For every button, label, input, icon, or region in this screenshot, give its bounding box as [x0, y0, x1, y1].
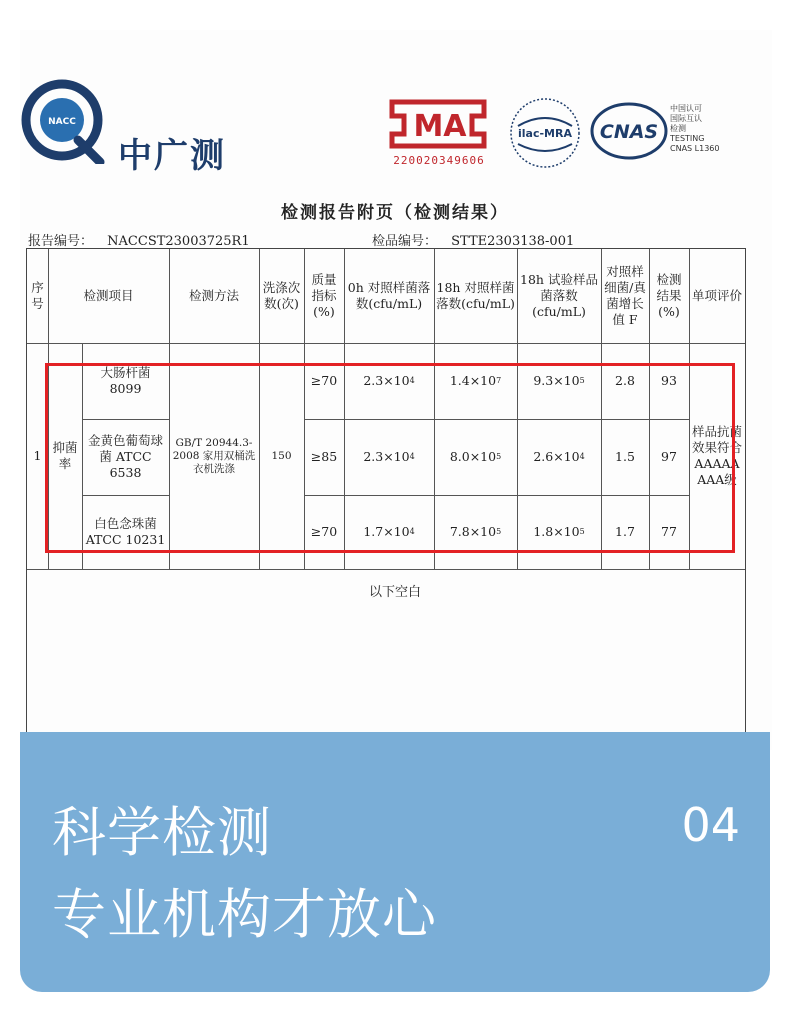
header-quality: 质量指标(%) [311, 272, 337, 319]
growth-value: 1.7 [615, 524, 635, 539]
growth-value: 1.5 [615, 449, 635, 464]
banner-number: 04 [681, 798, 740, 852]
h0-count: 2.3×10 4 [363, 449, 415, 464]
c18-count: 1.4×10 7 [449, 373, 502, 388]
s18-count: 2.6×10 4 [533, 449, 585, 464]
cnas-text: CNAS [599, 121, 659, 143]
sample-number-value: STTE2303138-001 [451, 234, 575, 249]
cnas-info-line: 中国认可 [670, 104, 702, 113]
report-number-value: NACCST23003725R1 [107, 234, 250, 249]
cnas-info-line: CNAS L1360 [670, 144, 720, 153]
header-washes: 洗涤次数(次) [262, 280, 301, 311]
item-group: 抑菌率 [52, 440, 78, 471]
organism: 白色念珠菌 ATCC 10231 [85, 516, 166, 547]
nacc-logo-icon [20, 78, 106, 164]
header-method: 检测方法 [188, 288, 239, 303]
report-number [28, 230, 250, 249]
header-rating: 单项评价 [691, 288, 742, 303]
cnas-info-line: TESTING [670, 134, 705, 143]
result-value: 93 [661, 373, 677, 388]
s18-count: 9.3×10 5 [533, 373, 585, 388]
nacc-logo-text: NACC [48, 117, 76, 127]
cnas-info [670, 104, 719, 154]
header-result: 检测结果(%) [656, 272, 682, 319]
organism: 金黄色葡萄球菌 ATCC 6538 [87, 433, 163, 480]
banner-subheadline: 专业机构才放心 [52, 883, 437, 946]
header-0h-control: 0h 对照样菌落数(cfu/mL) [347, 280, 431, 311]
cnas-info-line: 国际互认 [670, 114, 702, 123]
sample-number-label: 检品编号： [372, 234, 438, 249]
result-value: 97 [661, 449, 677, 464]
banner-headline: 科学检测 [52, 801, 272, 864]
highlight-box [45, 363, 735, 553]
cnas-logo-icon [590, 102, 668, 160]
header-18h-sample: 18h 试验样品菌落数(cfu/mL) [520, 272, 598, 319]
c18-count: 7.8×10 5 [449, 524, 502, 539]
ilac-mra-logo-icon [508, 96, 582, 170]
growth-value: 2.8 [615, 373, 635, 388]
c18-count: 8.0×10 5 [449, 449, 502, 464]
promo-banner [20, 732, 770, 992]
h0-count: 2.3×10 4 [363, 373, 415, 388]
sample-number [372, 230, 574, 249]
cma-text: MA [413, 109, 467, 144]
wash-count: 150 [271, 449, 292, 462]
header-18h-control: 18h 对照样菌落数(cfu/mL) [436, 280, 515, 311]
cnas-info-line: 检测 [670, 124, 686, 133]
document-title: 检测报告附页（检测结果） [281, 203, 509, 223]
h0-count: 1.7×10 4 [363, 524, 415, 539]
header-seq: 序号 [31, 280, 44, 311]
brand-name: 中广测 [118, 136, 226, 176]
quality-index: ≥70 [310, 373, 338, 388]
rating: 样品抗菌效果符合AAAAAAAA级 [691, 424, 742, 487]
cma-logo-icon [388, 98, 488, 150]
cma-number: 220020349606 [393, 154, 485, 167]
organism: 大肠杆菌 8099 [100, 365, 151, 396]
ilac-text: ilac-MRA [518, 127, 572, 140]
header-item: 检测项目 [83, 288, 134, 303]
blank-note: 以下空白 [368, 585, 421, 600]
header-growth: 对照样细菌/真菌增长值 F [604, 264, 646, 327]
quality-index: ≥85 [310, 449, 338, 464]
report-number-label: 报告编号： [28, 234, 94, 249]
test-method: GB/T 20944.3-2008 家用双桶洗衣机洗涤 [172, 436, 256, 475]
s18-count: 1.8×10 5 [533, 524, 585, 539]
result-value: 77 [661, 524, 677, 539]
quality-index: ≥70 [310, 524, 338, 539]
row-seq: 1 [33, 448, 42, 463]
